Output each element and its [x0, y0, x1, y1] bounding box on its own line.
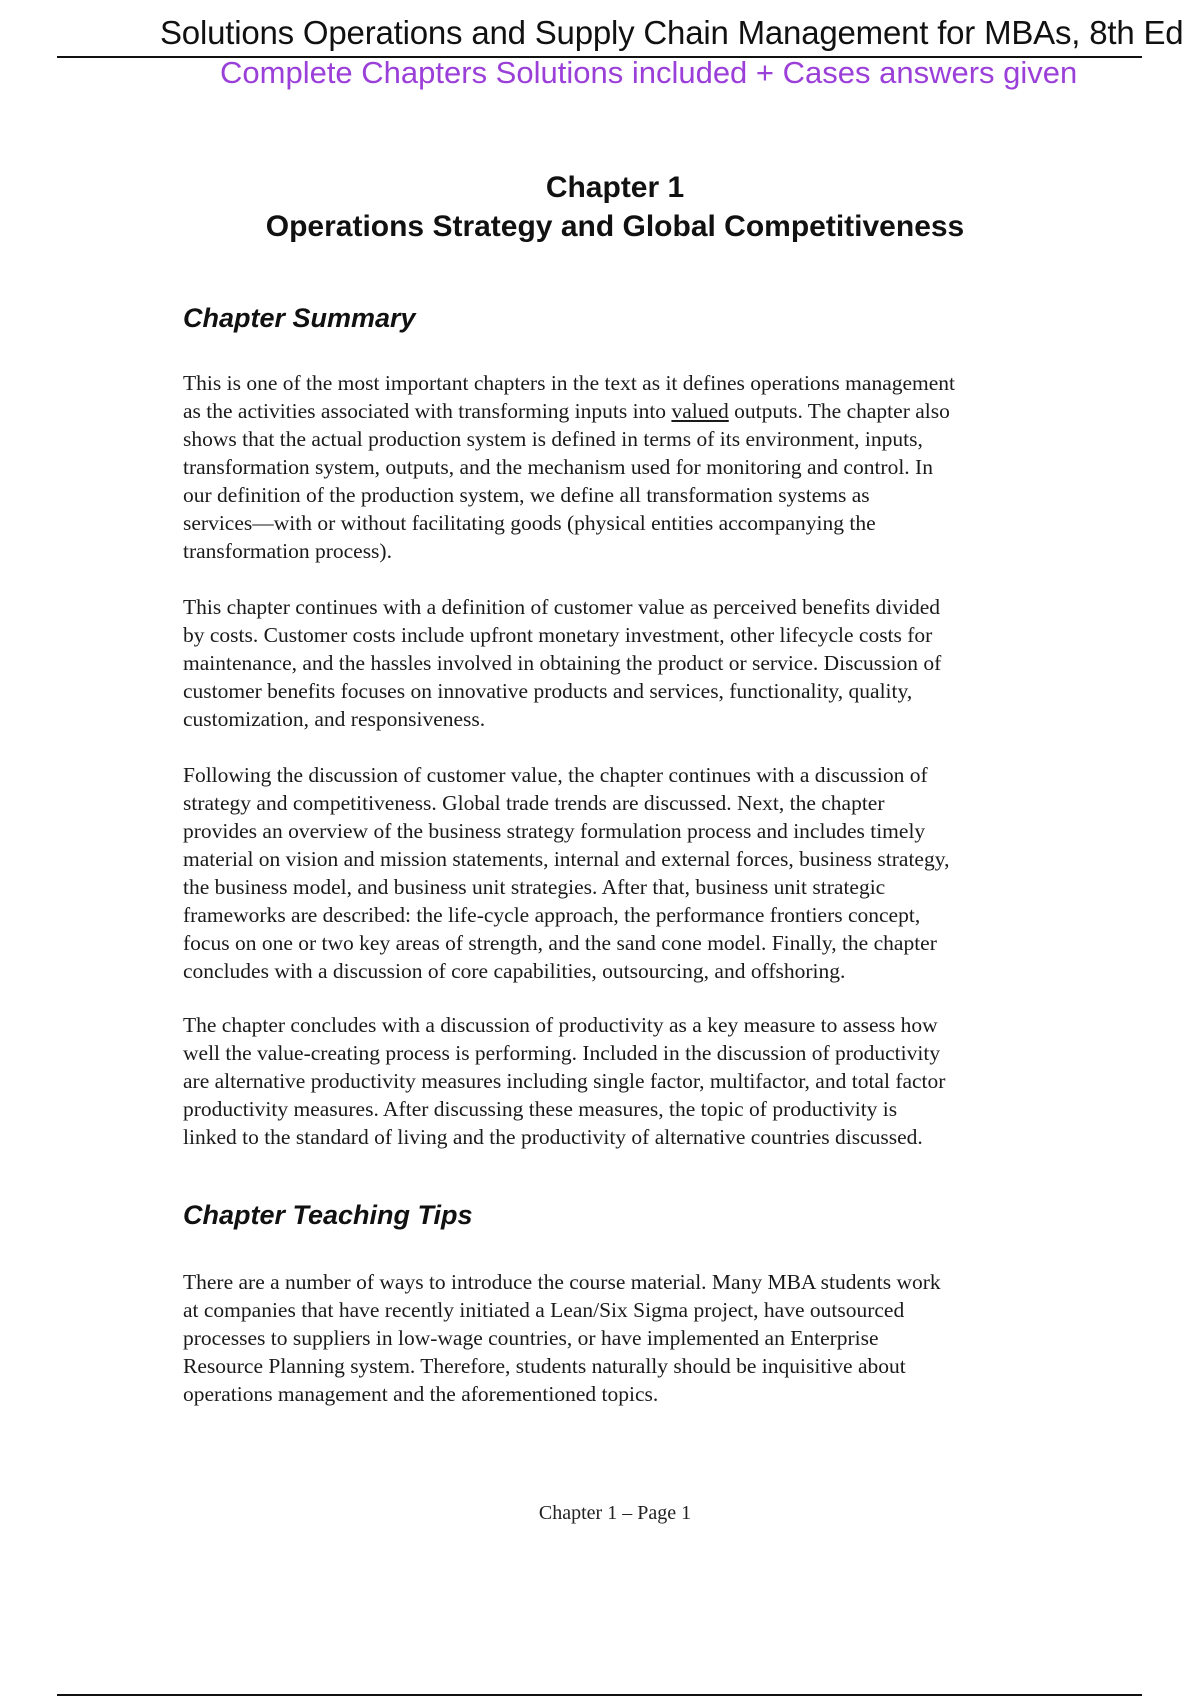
text-fragment: as the activities associated with transforming inputs into [183, 399, 672, 423]
footer-divider [57, 1694, 1142, 1696]
text-line: The chapter concludes with a discussion of productivity as a key measure to assess how [183, 1013, 938, 1037]
text-line: shows that the actual production system is defined in terms of its environment, inputs, [183, 427, 923, 451]
text-line: productivity measures. After discussing these measures, the topic of productivity is [183, 1097, 898, 1121]
text-line [183, 397, 1083, 425]
text-line: at companies that have recently initiated a Lean/Six Sigma project, have outsourced [183, 1298, 905, 1322]
text-line: transformation process). [183, 539, 392, 563]
summary-paragraph-2 [183, 593, 1083, 733]
chapter-number: Chapter 1 [545, 171, 685, 204]
document-header-subtitle: Complete Chapters Solutions included + Cases answers given [220, 55, 1078, 90]
text-line: customer benefits focuses on innovative products and services, functionality, quality, [183, 679, 913, 703]
text-line: operations management and the aforementioned topics. [183, 1382, 659, 1406]
text-line: customization, and responsiveness. [183, 707, 486, 731]
text-line: There are a number of ways to introduce the course material. Many MBA students work [183, 1270, 941, 1294]
summary-paragraph-3 [183, 761, 1083, 985]
text-line: are alternative productivity measures including single factor, multifactor, and total factor [183, 1069, 946, 1093]
text-line: Resource Planning system. Therefore, students naturally should be inquisitive about [183, 1354, 906, 1378]
text-line: Following the discussion of customer value, the chapter continues with a discussion of [183, 763, 928, 787]
document-header-title: Solutions Operations and Supply Chain Management for MBAs, 8th Ed [160, 14, 1184, 51]
text-line: focus on one or two key areas of strength, and the sand cone model. Finally, the chapter [183, 931, 937, 955]
text-line: linked to the standard of living and the productivity of alternative countries discussed. [183, 1125, 923, 1149]
text-line: processes to suppliers in low-wage countries, or have implemented an Enterprise [183, 1326, 879, 1350]
teaching-tips-paragraph-1 [183, 1268, 1083, 1408]
chapter-summary-heading: Chapter Summary [183, 303, 416, 333]
text-line: our definition of the production system, we define all transformation systems as [183, 483, 870, 507]
page-footer: Chapter 1 – Page 1 [538, 1502, 692, 1524]
underlined-word: valued [671, 399, 729, 423]
text-line: frameworks are described: the life-cycle approach, the performance frontiers concept, [183, 903, 921, 927]
chapter-title: Operations Strategy and Global Competitiveness [265, 210, 965, 243]
text-line: services—with or without facilitating goods (physical entities accompanying the [183, 511, 876, 535]
text-line: by costs. Customer costs include upfront monetary investment, other lifecycle costs for [183, 623, 933, 647]
summary-paragraph-4 [183, 1011, 1083, 1151]
text-line: strategy and competitiveness. Global trade trends are discussed. Next, the chapter [183, 791, 885, 815]
text-line: provides an overview of the business strategy formulation process and includes timely [183, 819, 926, 843]
chapter-teaching-tips-heading: Chapter Teaching Tips [183, 1200, 473, 1230]
text-line: maintenance, and the hassles involved in obtaining the product or service. Discussion of [183, 651, 942, 675]
text-line: concludes with a discussion of core capabilities, outsourcing, and offshoring. [183, 959, 846, 983]
text-line: transformation system, outputs, and the mechanism used for monitoring and control. In [183, 455, 933, 479]
text-fragment: outputs. The chapter also [728, 399, 950, 423]
text-line: This is one of the most important chapters in the text as it defines operations management [183, 371, 956, 395]
text-line: This chapter continues with a definition of customer value as perceived benefits divided [183, 595, 941, 619]
text-line: the business model, and business unit strategies. After that, business unit strategic [183, 875, 886, 899]
summary-paragraph-1 [183, 369, 1083, 565]
text-line: material on vision and mission statements, internal and external forces, business strategy, [183, 847, 950, 871]
text-line: well the value-creating process is performing. Included in the discussion of productivity [183, 1041, 941, 1065]
chapter-heading [0, 168, 1200, 246]
